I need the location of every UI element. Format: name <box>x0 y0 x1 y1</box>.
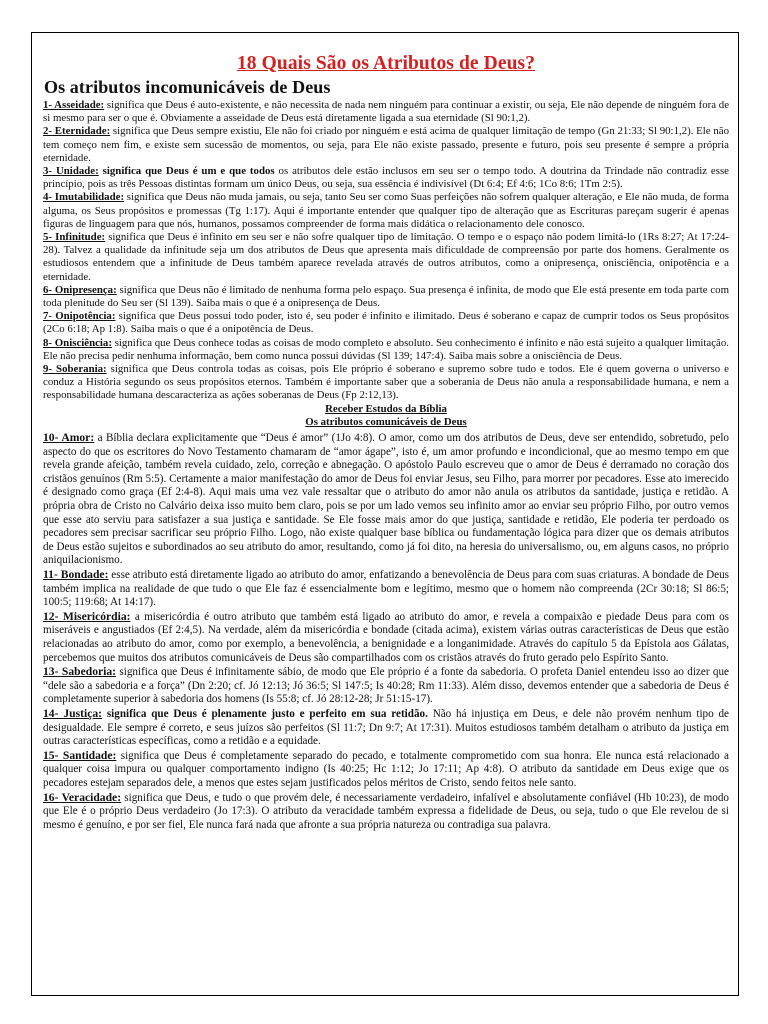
attribute-infinitude: 5- Infinitude: significa que Deus é infinito em seu ser e não sofre qualquer tipo de limitação. O tempo e o espaço não podem limitá-lo (1Rs 8:27; At 17:24-28). Talvez a qualidade da infinitude seja um dos atributos de Deus que apresenta mais dificuldade de compreensão por parte dos homens. Geralmente os estudiosos entendem que a infinitude de Deus também aparece revelada através de outros atributos, como a onipresença, onisciência, onipotência e a eternidade. <box>43 231 729 283</box>
attribute-onipresenca: 6- Onipresença: significa que Deus não é limitado de nenhuma forma pelo espaço. Sua presença é infinita, de modo que Ele está presente em toda parte com toda plenitude do Seu ser (Sl 139). Saiba mais o que é a onipresença de Deus. <box>43 283 730 310</box>
section-title-communicable: Os atributos comunicáveis de Deus <box>305 415 467 428</box>
attribute-imutabilidade: 4- Imutabilidade: significa que Deus não muda jamais, ou seja, tanto Seu ser como Suas perfeições não sofrem qualquer alteração, e Ele não muda, de forma alguma, os Seus propósitos e promessas (Tg 1:17). Aqui é importante entender que qualquer tipo de alteração que as Escrituras pareçam sugerir é apenas figuras de linguagem para que nós, humanos, possamos compreender de forma mais didática o relacionamento dele conosco. <box>43 191 729 230</box>
attribute-veracidade: 16- Veracidade: significa que Deus, e tudo o que provém dele, é necessariamente verdadeiro, infalível e absolutamente confiável (Hb 10:23), de modo que Ele é o próprio Deus verdadeiro (Jo 17:3). O atributo da veracidade também expressa a fidelidade de Deus, ou seja, tudo o que Ele revelou de si mesmo é genuíno, e por ser fiel, Ele nunca fará nada que afronte a sua própria natureza ou contradiga sua palavra. <box>43 790 729 831</box>
attribute-unidade: 3- Unidade: significa que Deus é um e que todos os atributos dele estão inclusos em seu ser o tempo todo. A doutrina da Trindade não contradiz esse princípio, pois as três Pessoas distintas formam um único Deus, ou seja, sua essência é indivisível (Dt 6:4; Ef 4:6; 1Co 8:6; 1Tm 2:5). <box>43 165 729 191</box>
attribute-santidade: 15- Santidade: significa que Deus é completamente separado do pecado, e totalmente comprometido com sua honra. Ele nunca está relacionado a qualquer coisa impura ou qualquer comportamento indigno (Is 40:25; Hc 1:12; Jo 17:11; Ap 4:8). O atributo da santidade em Deus exige que os pecadores estejam separados dele, a menos que estes sejam justificados pelos méritos de Cristo, sendo feitos nele santo. <box>43 748 729 789</box>
attribute-sabedoria: 13- Sabedoria: significa que Deus é infinitamente sábio, de modo que Ele próprio é a fonte da sabedoria. O profeta Daniel entendeu isso ao dizer que “dele são a sabedoria e a força” (Dn 2:20; cf. Jó 12:13; Jó 36:5; Sl 147:5; Is 40:28; Rm 11:33). Além disso, devemos entender que a sabedoria de Deus é completamente superior à sabedoria dos homens (Is 55:8; cf. Jó 28:12-28; Jr 51:15-17). <box>43 665 729 706</box>
attribute-amor: 10- Amor: a Bíblia declara explicitamente que “Deus é amor” (1Jo 4:8). O amor, como um dos atributos de Deus, deve ser entendido, sobretudo, pelo aspecto do que os escritores do Novo Testamento chamaram de “amor ágape”, isto é, um amor profundo e incondicional, que ao mesmo tempo em que revela grande afeição, também revela cuidado, zelo, correção e abnegação. O apóstolo Paulo escreveu que o amor de Deus é derramado no coração dos cristãos genuínos (Rm 5:5). Certamente a maior manifestação do amor de Deus foi enviar Jesus, seu Filho, para morrer por pecadores. Esse ato imerecido é designado como graça (Ef 2:4-8). Aqui mais uma vez vale ressaltar que o atributo do amor não anula os atributos da santidade, justiça e retidão. A própria obra de Cristo no Calvário deixa isso muito bem claro, pois se por um lado vemos seu infinito amor ao enviar seu próprio Filho, por outro vemos que esse ato serviu para satisfazer a sua justiça e santidade. Se Ele fosse mais amor do que justiça, santidade e retidão, Ele poderia ter perdoado os pecadores sem precisar sacrificar seu próprio Filho. Logo, não existe qualquer base bíblica ou fundamentação lógica para dizer que os demais atributos de Deus estão sujeitos e subordinados ao seu atributo do amor, resultando, como já foi dito, na heresia do universalismo, ou, em alguns casos, no próprio aniquilacionismo. <box>43 431 729 567</box>
attribute-misericordia: 12- Misericórdia: a misericórdia é outro atributo que também está ligado ao atributo do amor, e revela a compaixão e piedade Deus para com os miseráveis e angustiados (Ef 2:4,5). Na verdade, além da misericórdia e bondade (citada acima), existem várias outras características de Deus que estão relacionadas ao atributo do amor, como por exemplo, a benevolência, a benignidade e a longanimidade. Através do capítulo 5 da Epístola aos Gálatas, percebemos que muitos dos atributos comunicáveis de Deus são compartilhados com os cristãos através do fruto gerado pelo Espírito Santo. <box>43 609 729 664</box>
attribute-onipotencia: 7- Onipotência: significa que Deus possui todo poder, isto é, seu poder é infinito e ilimitado. Deus é soberano e capaz de cumprir todos os Seus propósitos (2Co 6:18; Ap 1:8). Saiba mais o que é a onipotência de Deus. <box>43 310 729 336</box>
attribute-eternidade: 2- Eternidade: significa que Deus sempre existiu, Ele não foi criado por ninguém e está acima de qualquer limitação de tempo (Gn 21:33; Sl 90:1,2). Ele não tem começo nem fim, e existe sem sucessão de momentos, ou seja, para Ele não existe passado, presente e futuro, pois seu presente é sempre a própria eternidade. <box>43 125 729 164</box>
page-title: 18 Quais São os Atributos de Deus? <box>236 53 536 74</box>
document-page <box>31 32 739 996</box>
attribute-asseidade: 1- Asseidade: significa que Deus é auto-existente, e não necessita de nada nem ninguém para continuar a existir, ou seja, Ele não depende de ninguém fora de si mesmo para ser o que é. Obviamente a asseidade de Deus está diretamente ligada a sua eternidade (Sl 90:1,2). <box>43 99 730 125</box>
incommunicable-attributes-list <box>43 99 729 403</box>
attribute-soberania: 9- Soberania: significa que Deus controla todas as coisas, pois Ele próprio é soberano e supremo sobre tudo e todos. Ele é quem governa o universo e conduz a História segundo os seus propósitos eternos. Também é importante saber que a soberania de Deus não anula a responsabilidade humana, e nem a responsabilidade humana descaracteriza as ações soberanas de Deus (Fp 2:12,13). <box>43 363 729 402</box>
attribute-onisciencia: 8- Onisciência: significa que Deus conhece todas as coisas de modo completo e absoluto. Seu conhecimento é infinito e não está sujeito a qualquer limitação. Ele não precisa pedir nenhuma informação, bem como nunca possui dúvidas (Sl 139; 147:4). Saiba mais sobre a onisciência de Deus. <box>43 336 729 362</box>
communicable-attributes-list <box>43 431 729 832</box>
receive-studies-heading: Receber Estudos da Bíblia <box>325 402 447 415</box>
attribute-bondade: 11- Bondade: esse atributo está diretamente ligado ao atributo do amor, enfatizando a benevolência de Deus para com suas criaturas. A bondade de Deus também implica na realidade de que tudo o que Ele faz é essencialmente bom e legítimo, mesmo que o homem não compreenda (2Cr 30:18; Sl 86:5; 100:5; 119:68; At 14:17). <box>43 568 730 609</box>
attribute-justica: 14- Justiça: significa que Deus é plenamente justo e perfeito em sua retidão. Não há injustiça em Deus, e dele não provém nenhum tipo de desigualdade. Ele sempre é correto, e seus juízos são perfeitos (Sl 11:7; Dn 9:7; At 17:31). Muitos estudiosos também detalham o atributo da justiça em outras características específicas, como a retidão e a equidade. <box>43 706 730 748</box>
section-title-incommunicable: Os atributos incomunicáveis de Deus <box>44 77 331 97</box>
